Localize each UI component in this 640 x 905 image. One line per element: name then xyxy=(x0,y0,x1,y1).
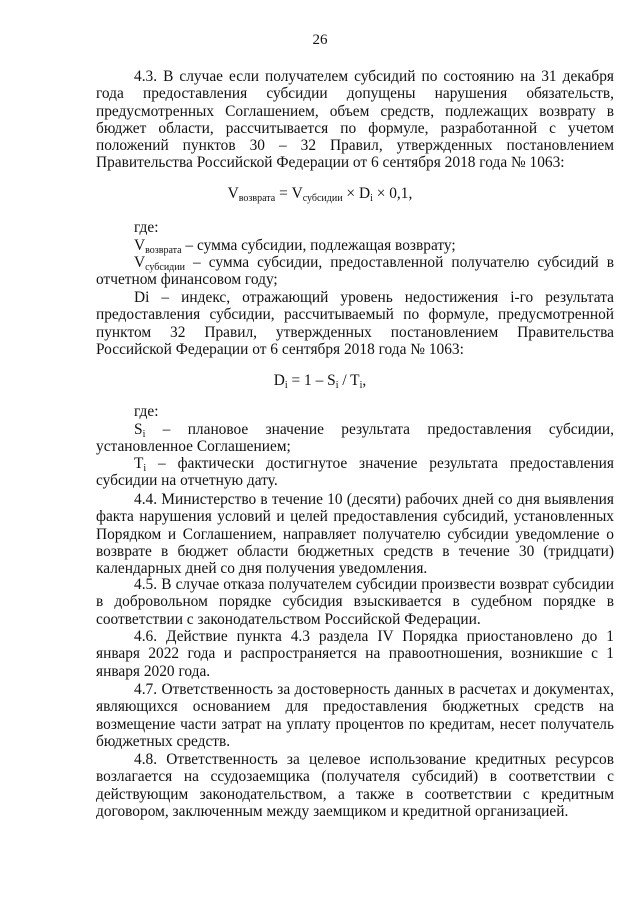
definition-ti: $T_i$ – фактически достигнутое значение результата предоставления субсидии на отчетную дату. xyxy=(96,455,614,490)
page-number: 26 xyxy=(312,32,328,48)
paragraph-4-6: 4.6. Действие пункта 4.3 раздела IV Порядка приостановлено до 1 января 2022 года и распространяется на правоотношения, возникшие с 1 января 2020 года. xyxy=(96,628,614,680)
paragraph-4-8: 4.8. Ответственность за целевое использование кредитных ресурсов возлагается на ссудозаемщика (получателя субсидий) в соответствии с действующим законодательством, а также в соответствии с кредитным договором, заключенным между заемщиком и кредитной организацией. xyxy=(96,751,614,820)
paragraph-4-3: 4.3. В случае если получателем субсидий по состоянию на 31 декабря года предоставления субсидии допущены нарушения обязательств, предусмотренных Соглашением, объем средств, подлежащих возврату в бюджет области, рассчитывается по формуле, разработанной с учетом положений пунктов 30 – 32 Правил, утвержденных постановлением Правительства Российской Федерации от 6 сентября 2018 года № 1063: xyxy=(96,68,614,172)
paragraph-4-7: 4.7. Ответственность за достоверность данных в расчетах и документах, являющихся основанием для предоставления бюджетных средств на возмещение части затрат на уплату процентов по кредитам, несет получатель бюджетных средств. xyxy=(96,681,614,750)
paragraph-4-4: 4.4. Министерство в течение 10 (десяти) рабочих дней со дня выявления факта нарушения условий и целей предоставления субсидий, установленных Порядком и Соглашением, направляет получателю субсидии уведомление о возврате в бюджет области бюджетных средств в течение 30 (тридцати) календарных дней со дня получения уведомления. xyxy=(96,491,614,578)
where-label-2: где: xyxy=(134,403,159,420)
paragraph-4-5: 4.5. В случае отказа получателем субсидии произвести возврат субсидии в добровольном порядке субсидия взыскивается в судебном порядке в соответствии с законодательством Российской Федерации. xyxy=(96,576,614,628)
where-label-1: где: xyxy=(134,219,159,236)
definition-si: $S_i$ – плановое значение результата предоставления субсидии, установленное Соглашением; xyxy=(96,421,614,456)
formula-di: $D_i = 1 - S_i / T_i$, xyxy=(273,372,367,391)
definition-di: Di – индекс, отражающий уровень недостижения i-го результата предоставления субсидии, рассчитываемый по формуле, предусмотренной пунктом 32 Правил, утвержденных постановлением Правительства Российской Федерации от 6 сентября 2018 года № 1063: xyxy=(96,289,614,358)
definition-vsubsidii: $V_{субсидии}$ – сумма субсидии, предоставленной получателю субсидий в отчетном финансовом году; xyxy=(96,254,614,289)
formula-vvozvrata: $V_{возврата} = V_{субсидии} \times D_i \times 0,1$, xyxy=(227,185,413,204)
definition-vvozvrata: $V_{возврата}$ – сумма субсидии, подлежащая возврату; xyxy=(134,237,456,256)
